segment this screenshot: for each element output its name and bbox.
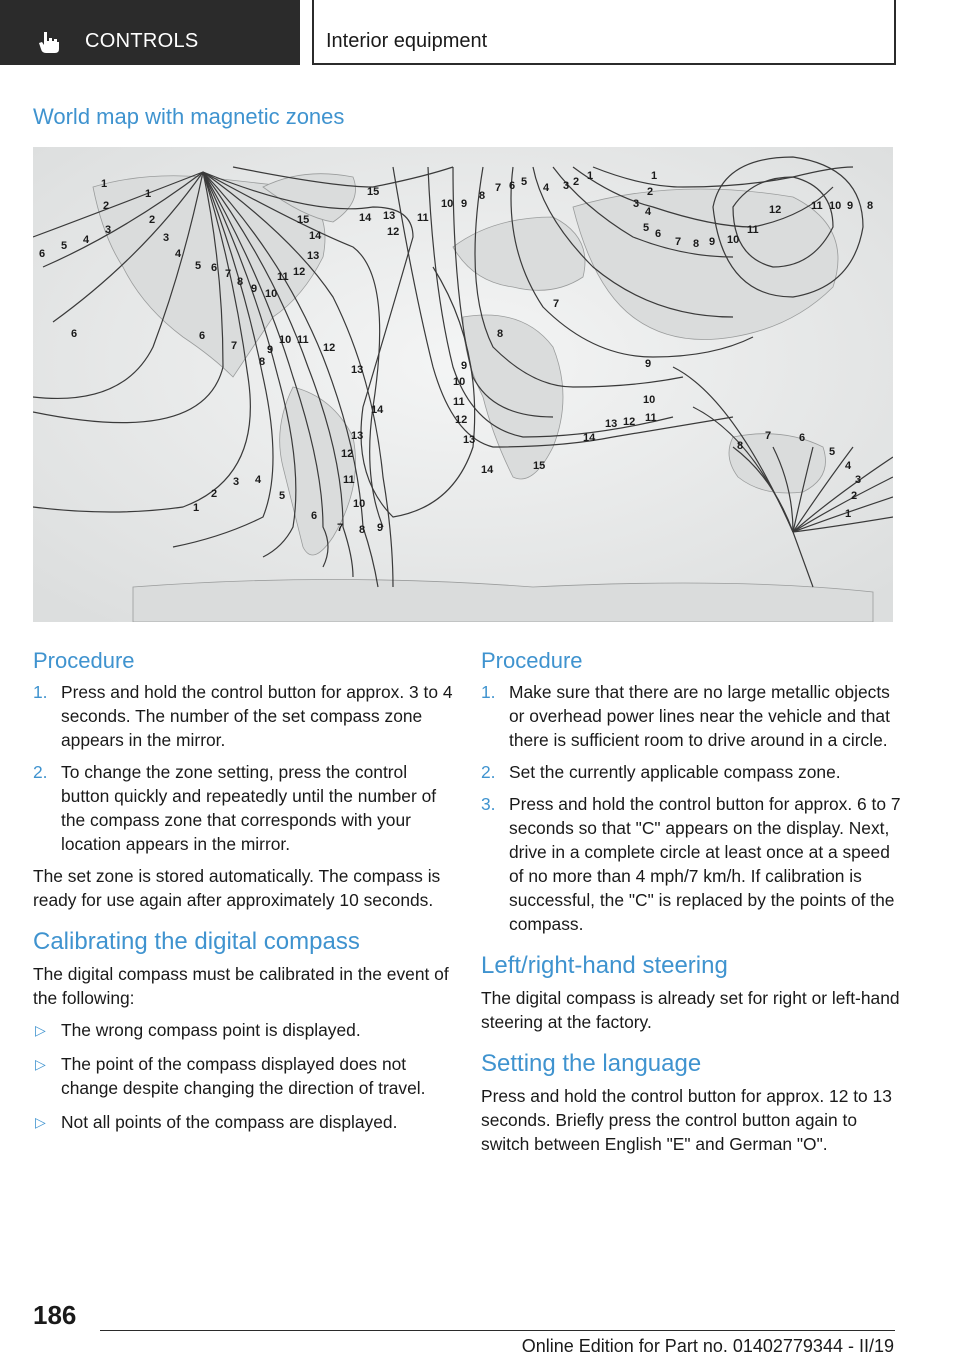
svg-text:6: 6: [211, 262, 218, 274]
svg-text:5: 5: [279, 490, 286, 502]
svg-text:10: 10: [453, 376, 466, 388]
procedure-steps: [33, 680, 453, 856]
world-map-svg: [33, 147, 893, 622]
svg-text:6: 6: [39, 248, 46, 260]
language-heading: Setting the language: [481, 1050, 702, 1077]
right-column: [481, 646, 901, 1162]
svg-text:13: 13: [307, 250, 320, 262]
svg-text:8: 8: [237, 276, 244, 288]
step-text: Make sure that there are no large metallic objects or overhead power lines near the vehicle and that there is sufficient room to drive around in a circle.: [509, 682, 890, 750]
calibrate-bullets: [33, 1018, 453, 1134]
svg-text:5: 5: [195, 260, 202, 272]
svg-text:11: 11: [811, 200, 823, 212]
svg-text:1: 1: [145, 188, 152, 200]
procedure-heading: Procedure: [33, 648, 135, 673]
calibrate-heading: Calibrating the digital compass: [33, 928, 360, 955]
svg-text:6: 6: [509, 180, 516, 192]
svg-text:8: 8: [693, 238, 700, 250]
svg-text:11: 11: [747, 224, 759, 236]
list-item: [33, 680, 453, 752]
map-title: World map with magnetic zones: [33, 104, 345, 129]
hand-pointer-icon: [36, 29, 62, 55]
svg-text:2: 2: [149, 214, 156, 226]
svg-text:5: 5: [521, 176, 528, 188]
svg-text:11: 11: [645, 412, 657, 424]
svg-text:7: 7: [495, 182, 502, 194]
list-item: [481, 792, 901, 936]
breadcrumb: Interior equipment: [326, 30, 488, 52]
svg-text:9: 9: [461, 198, 468, 210]
svg-text:10: 10: [727, 234, 740, 246]
footer-rule: [100, 1330, 895, 1331]
svg-text:6: 6: [311, 510, 318, 522]
svg-text:15: 15: [533, 460, 546, 472]
list-item: [481, 680, 901, 752]
header-section-tab: [0, 0, 300, 65]
list-item: ▷ The wrong compass point is displayed.: [35, 1020, 361, 1040]
svg-text:6: 6: [71, 328, 78, 340]
svg-text:7: 7: [225, 268, 232, 280]
svg-text:2: 2: [851, 490, 858, 502]
svg-text:10: 10: [265, 288, 278, 300]
step-number: 1.: [481, 682, 496, 702]
svg-text:9: 9: [645, 358, 652, 370]
svg-text:10: 10: [279, 334, 292, 346]
procedure-steps: [481, 680, 901, 936]
language-paragraph: Press and hold the control button for approx. 12 to 13 seconds. Briefly press the control button again to switch between English "E" and German "O".: [481, 1086, 892, 1154]
svg-text:3: 3: [233, 476, 240, 488]
step-number: 1.: [33, 682, 48, 702]
step-number: 2.: [481, 762, 496, 782]
svg-text:8: 8: [737, 440, 744, 452]
svg-text:3: 3: [633, 198, 640, 210]
svg-text:11: 11: [297, 334, 309, 346]
svg-text:4: 4: [645, 206, 652, 218]
section-label: CONTROLS: [85, 30, 199, 52]
svg-text:10: 10: [441, 198, 454, 210]
svg-text:10: 10: [353, 498, 366, 510]
svg-text:12: 12: [341, 448, 354, 460]
svg-text:13: 13: [463, 434, 476, 446]
svg-text:12: 12: [455, 414, 468, 426]
svg-text:5: 5: [829, 446, 836, 458]
triangle-bullet-icon: ▷: [35, 1022, 46, 1038]
svg-text:8: 8: [479, 190, 486, 202]
svg-text:1: 1: [587, 170, 594, 182]
svg-text:14: 14: [309, 230, 322, 242]
svg-text:9: 9: [461, 360, 468, 372]
calibrate-intro: The digital compass must be calibrated in the event of the following:: [33, 964, 449, 1008]
svg-text:7: 7: [231, 340, 238, 352]
edition-footer: Online Edition for Part no. 01402779344 - II/19: [521, 1336, 894, 1356]
svg-text:9: 9: [377, 522, 384, 534]
svg-text:3: 3: [563, 180, 570, 192]
steering-heading: Left/right-hand steering: [481, 952, 728, 979]
header-breadcrumb-box: [312, 0, 896, 65]
svg-text:11: 11: [417, 212, 429, 224]
svg-text:12: 12: [323, 342, 336, 354]
step-text: Press and hold the control button for approx. 6 to 7 seconds so that "C" appears on the display. Next, drive in a complete circle at least once at a speed of no more than 4 mph/7 km/h. If calibration is successful, the "C" is replaced by the points of the compass.: [509, 794, 901, 934]
svg-text:14: 14: [481, 464, 494, 476]
svg-text:15: 15: [297, 214, 310, 226]
svg-text:4: 4: [255, 474, 262, 486]
svg-text:2: 2: [211, 488, 218, 500]
svg-text:2: 2: [103, 200, 110, 212]
step-text: Set the currently applicable compass zone.: [509, 762, 841, 782]
triangle-bullet-icon: ▷: [35, 1114, 46, 1130]
list-item: [481, 760, 901, 784]
svg-text:15: 15: [367, 186, 380, 198]
svg-text:10: 10: [643, 394, 656, 406]
svg-text:2: 2: [647, 186, 654, 198]
svg-text:4: 4: [543, 182, 550, 194]
world-map-figure: [33, 147, 893, 622]
page-number: 186: [33, 1300, 77, 1330]
svg-text:3: 3: [163, 232, 170, 244]
svg-text:10: 10: [829, 200, 842, 212]
svg-text:1: 1: [193, 502, 200, 514]
svg-text:7: 7: [765, 430, 772, 442]
svg-text:13: 13: [605, 418, 618, 430]
svg-text:12: 12: [387, 226, 400, 238]
svg-text:5: 5: [643, 222, 650, 234]
triangle-bullet-icon: ▷: [35, 1056, 46, 1072]
svg-text:1: 1: [651, 170, 658, 182]
svg-text:4: 4: [175, 248, 182, 260]
svg-text:8: 8: [259, 356, 266, 368]
svg-text:6: 6: [799, 432, 806, 444]
svg-text:3: 3: [105, 224, 112, 236]
svg-text:3: 3: [855, 474, 862, 486]
left-column: [33, 646, 453, 1144]
svg-text:9: 9: [267, 344, 274, 356]
svg-text:8: 8: [867, 200, 874, 212]
svg-text:2: 2: [573, 176, 580, 188]
svg-text:1: 1: [845, 508, 852, 520]
svg-text:9: 9: [709, 236, 716, 248]
step-number: 3.: [481, 794, 496, 814]
svg-text:4: 4: [845, 460, 852, 472]
svg-text:11: 11: [453, 396, 465, 408]
svg-text:5: 5: [61, 240, 68, 252]
svg-text:8: 8: [497, 328, 504, 340]
svg-text:12: 12: [769, 204, 782, 216]
svg-text:9: 9: [251, 283, 258, 295]
procedure-heading: Procedure: [481, 648, 583, 673]
svg-text:1: 1: [101, 178, 108, 190]
svg-text:9: 9: [847, 200, 854, 212]
list-item: [33, 760, 453, 856]
svg-text:7: 7: [553, 298, 560, 310]
svg-text:13: 13: [351, 364, 364, 376]
svg-text:6: 6: [655, 228, 662, 240]
svg-text:13: 13: [351, 430, 364, 442]
svg-text:14: 14: [359, 212, 372, 224]
stored-paragraph: The set zone is stored automatically. The compass is ready for use again after approximately 10 seconds.: [33, 866, 441, 910]
svg-text:7: 7: [337, 522, 344, 534]
svg-text:14: 14: [371, 404, 384, 416]
svg-text:13: 13: [383, 210, 396, 222]
svg-text:6: 6: [199, 330, 206, 342]
list-item: ▷ The point of the compass displayed does not change despite changing the direction of travel.: [35, 1054, 426, 1098]
svg-text:7: 7: [675, 236, 682, 248]
step-text: Press and hold the control button for approx. 3 to 4 seconds. The number of the set compass zone appears in the mirror.: [61, 682, 453, 750]
svg-text:11: 11: [343, 474, 355, 486]
svg-text:12: 12: [293, 266, 306, 278]
svg-text:11: 11: [277, 271, 289, 283]
svg-text:4: 4: [83, 234, 90, 246]
list-item: ▷ Not all points of the compass are displayed.: [35, 1112, 398, 1132]
step-text: To change the zone setting, press the control button quickly and repeatedly until the number of the compass zone that corresponds with your location appears in the mirror.: [61, 762, 437, 854]
step-number: 2.: [33, 762, 48, 782]
svg-text:12: 12: [623, 416, 636, 428]
svg-text:14: 14: [583, 432, 596, 444]
steering-paragraph: The digital compass is already set for right or left-hand steering at the factory.: [481, 988, 900, 1032]
svg-text:8: 8: [359, 524, 366, 536]
